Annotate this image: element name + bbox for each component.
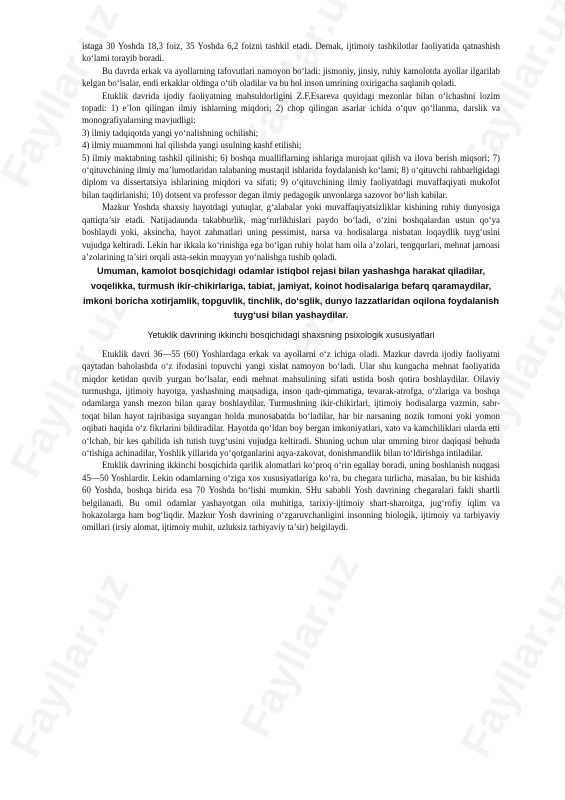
document-page xyxy=(82,40,500,534)
watermark-text xyxy=(451,565,565,766)
paragraph: Etuklik davrining ikkinchi bosqichida qarilik alomatlari ko‘proq o‘rin egallay boradi, uning boshlanish nuqgasi 45—50 Yoshlardir. Lekin odamlarning o‘ziga xos xususiyatlariga ko‘ra, bu chegara turlicha, masalan, bu bir kishida 60 Yoshda, boshqa birida esa 70 Yoshda bo‘lishi mumkin. SHu sababli Yosh davrining chegaralari fakli shartli belgilanadi. Bu omil odamlar yashayotgan oila muhitiga, tarixiy-ijtimoiy shart-sharoitga, jug‘rofiy iqlim va hokazolarga ham bog‘liqdir. Mazkur Yosh davrining o‘zgaruvchanligini insonning biologik, ijtimoiy va tarbiyaviy omillari (irsiy alomat, ijtimoiy muhit, uzluksiz tarbiyaviy ta’sir) belgilaydi. xyxy=(82,460,500,533)
list-item: 4) ilmiy muammoni hal qilishda yangi usulning kashf etilishi; xyxy=(82,140,302,151)
watermark-text xyxy=(231,545,369,746)
paragraph: istaga 30 Yoshda 18,3 foiz, 35 Yoshda 6,2 foizni tashkil etadi. Demak, ijtimoiy tashkilotlar faoliyatida qatnashish ko‘lami torayib boradi. xyxy=(82,41,500,64)
paragraph: Etuklik davrida ijodiy faoliyatning mahsuldorligini Z.F.Esareva quyidagi mezonlar bilan o‘lchashni lozim topadi: 1) e’lon qilingan ilmiy ishlarning miqdori; 2) chop qilingan asarlar ichida o‘quv qo‘llanma, darslik va monografiyalarning mavjudligi; xyxy=(82,90,500,126)
paragraph: 5) ilmiy maktabning tashkil qilinishi; 6) boshqa mualliflarning ishlariga murojaat qilish va ilova berish miqsori; 7) o‘qituvchining ilmiy ma’lumotlaridan talabaning mustaqil ishlarida foydalanish ko‘lami; 8) o‘qituvchi rahbarligidagi diplom va dissertatsiya ishlarining miqdori va sifati; 9) o‘qituvchining ilmiy faoliyatdagi muvaffaqiyati mukofot bilan taqdirlanishi; 10) dotsent va professor degan ilmiy pedagogik unvonlarga sazovor bo‘lish kabilar. xyxy=(82,152,500,200)
watermark-text xyxy=(1,565,139,766)
emphasis-paragraph: Umuman, kamolot bosqichidagi odamlar istiqbol rejasi bilan yashashga harakat qiladilar, voqelikka, turmush ikir-chikirlariga, tabiat, jamiyat, koinot hodisalariga befarq qaramaydilar, imkoni boricha xotirjamlik, topguvlik, tinchlik, do‘sglik, dunyo lazzatlaridan oqilona foydalanish tuyg‘usi bilan yashaydilar. xyxy=(82,266,500,321)
paragraph: Mazkur Yoshda shaxsiy hayotdagi yutuqlar, g‘alabalar yoki muvaffaqiyatsizliklar kishining ruhiy dunyosiga qattiqta’sir etadi. Natijadaunda takabburlik, mag‘rurlikhislari paydo bo‘ladi, o‘zini boshqalardan ustun qo‘ya boshlaydi yoki, aksincha, hayot zahmatlari uning pessimist, narsa va hodisalarga nisbatan loqaydlik tuyg‘usini vujudga keltiradi. Lekin har ikkala ko‘rinishga ega bo‘lgan ruhiy holat ham oila a’zolari, tengqurlari, mehnat jamoasi a’zolarining ta’siri orqali asta-sekin muayyan yo‘nalishga tushib qoladi. xyxy=(82,202,500,262)
section-heading: Yetuklik davrining ikkinchi bosqichidagi shaxsning psixologik xususiyatlari xyxy=(147,329,435,340)
paragraph: Etuklik davri 36—55 (60) Yoshlardaga erkak va ayollarni o‘z ichiga oladi. Mazkur davrda ijodiy faoliyatni qaytadan baholashda o‘z ifodasini topuvchi yangi xislat namoyon bo‘ladi. Ular shu kungacha mehnat faoliyatida miqdor ketidan quvib yurgan bo‘lsalar, endi mehnat mahsulining sifati ustida bosh qotira boshlaydilar. Oilaviy turmushga, ijtimoiy hayotga, yashashning maqsadiga, inson qadr-qimmatiga, tevarak-atrofga, o‘zlariga va boshqa odamlarga yansh mezon bilan qaray boshlaydilar. Turmushning ikir-chikirlari, ijtimoiy hodisalarga vazmin, sabr-toqat bilan hayot tajribasiga suyangan holda munosabatda bo‘ladilar, har bir narsaning nozik tomoni yoki yomon oqibati haqida o‘z fikrlarini bildiradilar. Hayotda qo‘ldan boy bergan imkoniyatlari, xato va kamchiliklari ularda etti o‘lchab, bir kes qabilida ish tutish tuyg‘usini vujudga keltiradi. Shuning uchun ular umrning biror daqiqasi behuda o‘tishiga achinadilar, Yoshlik yillarida yo‘qotganlarini aqya-zakovat, donishmandlik bilan to‘ldirishga intiladilar. xyxy=(82,348,500,458)
paragraph: Bu davrda erkak va ayollarning tafovutlari namoyon bo‘ladi: jismoniy, jinsiy, ruhiy kamolotda ayollar ilgarilab kelgan bo‘lsalar, endi erkaklar oldinga o‘tib oladilar va bu hol inson umrining oxirigacha saqlanib qoladi. xyxy=(82,65,500,89)
list-item: 3) ilmiy tadqiqotda yangi yo‘nalishning ochilishi; xyxy=(82,127,259,138)
